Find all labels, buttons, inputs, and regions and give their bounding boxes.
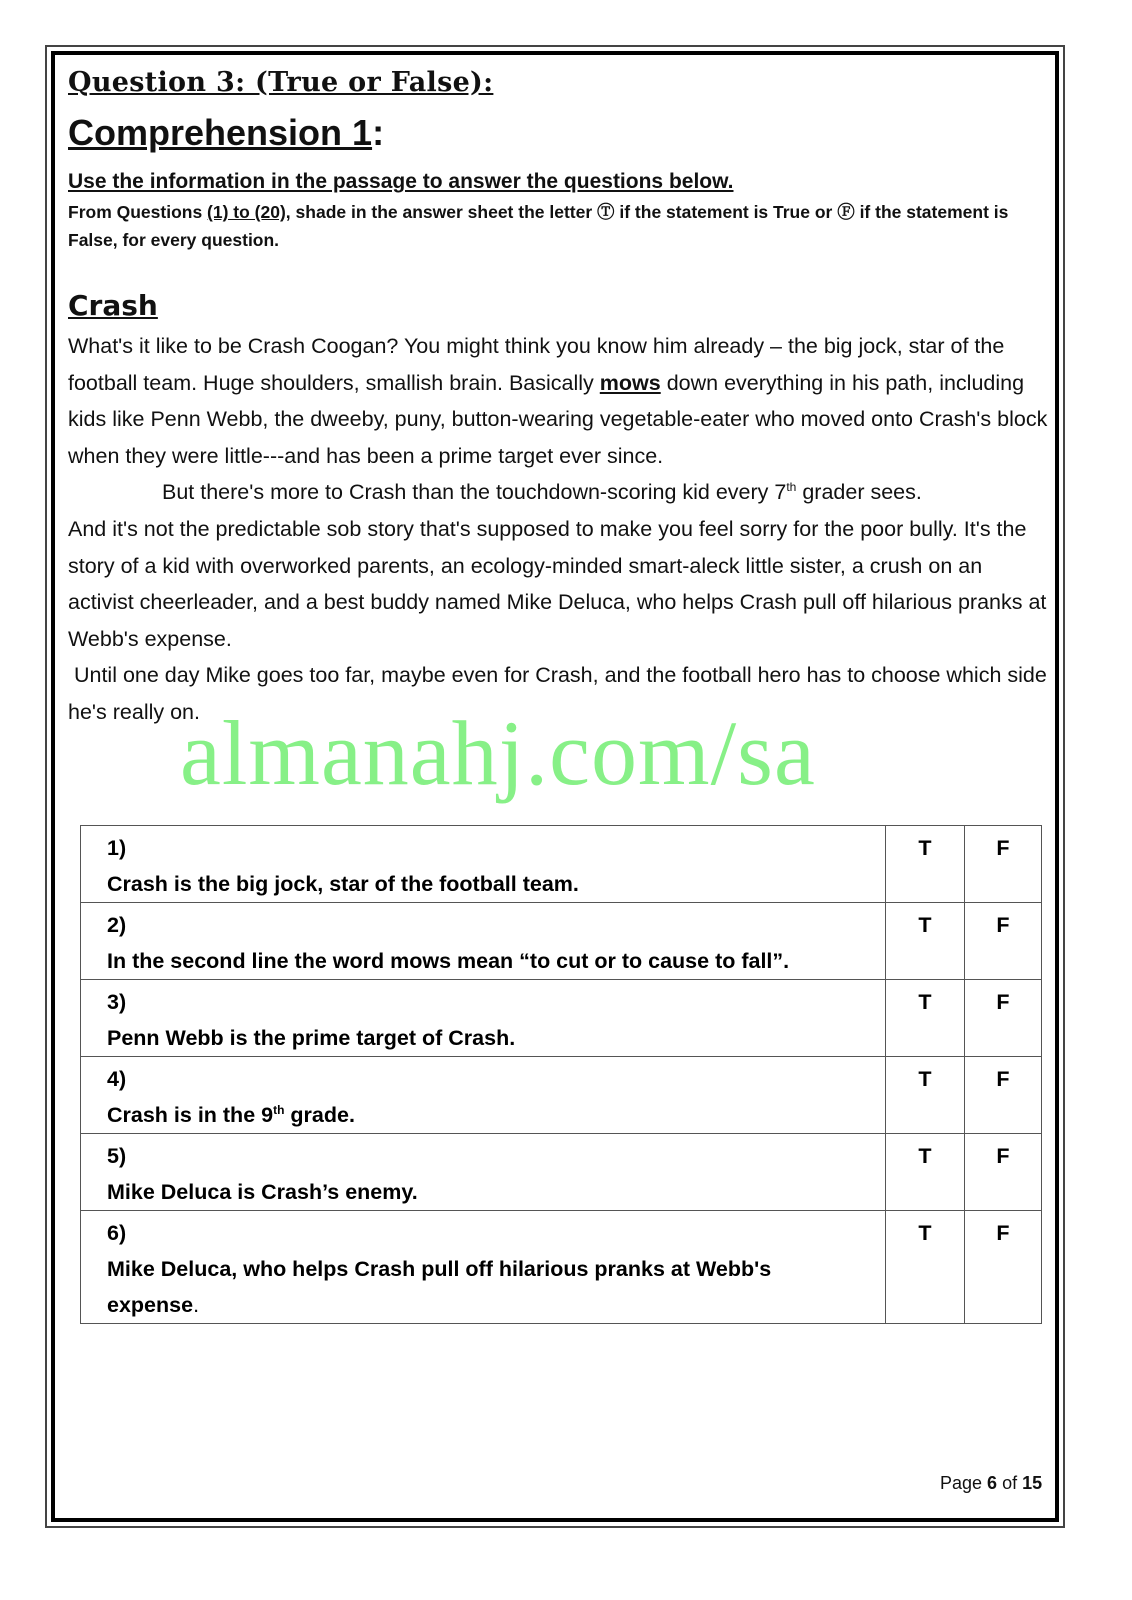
question-number: 3)	[107, 990, 127, 1014]
comprehension-title-colon: :	[372, 112, 385, 153]
passage	[68, 328, 1048, 731]
passage-p2-sup: th	[786, 480, 797, 495]
passage-paragraph-4: Until one day Mike goes too far, maybe even for Crash, and the football hero has to choose which side he's really on.	[68, 663, 1047, 724]
true-false-table	[80, 825, 1042, 1324]
question-cell	[81, 826, 886, 903]
false-option[interactable]: F	[965, 826, 1042, 903]
table-row	[81, 1211, 1042, 1324]
question-text: Crash is the big jock, star of the football team.	[107, 872, 579, 896]
true-option[interactable]: T	[886, 1057, 965, 1134]
question-text	[107, 1251, 847, 1323]
question-cell	[81, 980, 886, 1057]
true-option[interactable]: T	[886, 980, 965, 1057]
question-title: Question 3: (True or False):	[68, 67, 494, 98]
passage-paragraph-2	[68, 474, 1048, 511]
instruction-main: Use the information in the passage to answer the questions below.	[68, 170, 734, 193]
comprehension-title	[68, 104, 1048, 162]
instruction-sub	[68, 198, 1048, 254]
question-cell	[81, 903, 886, 980]
question-number: 5)	[107, 1144, 127, 1168]
true-option[interactable]: T	[886, 903, 965, 980]
table-row	[81, 980, 1042, 1057]
false-option[interactable]: F	[965, 1134, 1042, 1211]
question-text-a: Crash is in the 9	[107, 1103, 274, 1127]
question-number: 6)	[107, 1221, 127, 1245]
true-option[interactable]: T	[886, 1134, 965, 1211]
table-row	[81, 1134, 1042, 1211]
question-cell	[81, 1211, 886, 1324]
passage-paragraph-1	[68, 328, 1048, 474]
instruction-sub-part1: From Questions	[68, 202, 208, 222]
false-option[interactable]: F	[965, 903, 1042, 980]
passage-p2-a: But there's more to Crash than the touchdown-scoring kid every 7	[162, 480, 787, 505]
table-row	[81, 903, 1042, 980]
page-of: of	[997, 1473, 1023, 1493]
story-title: Crash	[68, 289, 158, 322]
true-option[interactable]: T	[886, 826, 965, 903]
page-total: 15	[1022, 1473, 1043, 1493]
page-number	[940, 1473, 1042, 1494]
question-number: 4)	[107, 1067, 127, 1091]
instruction-sub-range: (1) to (20),	[207, 202, 291, 222]
instruction-sub-part2: shade in the answer sheet the letter Ⓣ if the statement is True or Ⓕ if the statement is False, for every question.	[68, 202, 1009, 250]
true-option[interactable]: T	[886, 1211, 965, 1324]
false-option[interactable]: F	[965, 980, 1042, 1057]
question-text: Penn Webb is the prime target of Crash.	[107, 1026, 516, 1050]
false-option[interactable]: F	[965, 1211, 1042, 1324]
question-text: Mike Deluca is Crash’s enemy.	[107, 1180, 418, 1204]
watermark: almanahj.com/sa	[180, 702, 816, 804]
passage-mows: mows	[599, 370, 661, 395]
comprehension-title-text: Comprehension 1	[68, 112, 373, 153]
passage-p2-b: grader sees.	[796, 480, 922, 505]
false-option[interactable]: F	[965, 1057, 1042, 1134]
table-row	[81, 826, 1042, 903]
passage-paragraph-3: And it's not the predictable sob story that's supposed to make you feel sorry for the poor bully. It's the story of a kid with overworked parents, an ecology-minded smart-aleck little sister, a crush on an activist cheerleader, and a best buddy named Mike Deluca, who helps Crash pull off hilarious pranks at Webb's expense.	[68, 516, 1047, 651]
question-text-sup: th	[273, 1102, 285, 1117]
question-text: In the second line the word mows mean “to cut or to cause to fall”.	[107, 949, 790, 973]
question-text-main: Mike Deluca, who helps Crash pull off hilarious pranks at Webb's expense	[107, 1257, 772, 1317]
page-prefix: Page	[940, 1473, 988, 1493]
question-cell	[81, 1057, 886, 1134]
question-number: 1)	[107, 836, 127, 860]
passage-p1-a: What's it like to be Crash Coogan? You might think you know him already – the big jock, star of the football team. Huge shoulders, smallish brain. Basically	[68, 334, 1005, 395]
passage-p1-b: down everything in his path, including kids like Penn Webb, the dweeby, puny, button-wearing vegetable-eater who moved onto Crash's block when they were little---and has been a prime target ever since.	[68, 370, 1048, 468]
question-number: 2)	[107, 913, 127, 937]
document-content	[68, 62, 1048, 731]
question-cell	[81, 1134, 886, 1211]
question-text-b: grade.	[284, 1103, 355, 1127]
question-text	[107, 1097, 847, 1133]
page-current: 6	[987, 1473, 998, 1493]
table-row	[81, 1057, 1042, 1134]
question-text-tail: .	[193, 1293, 200, 1317]
